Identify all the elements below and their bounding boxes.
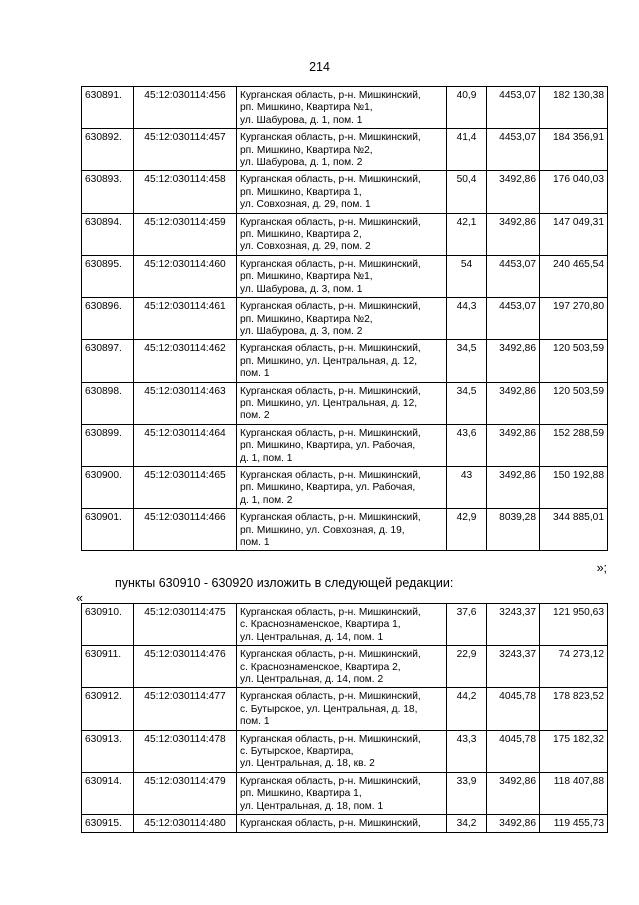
address-line: Курганская область, р-н. Мишкинский, [240,818,421,830]
address-line: Курганская область, р-н. Мишкинский, [240,174,421,186]
address-line: Курганская область, р-н. Мишкинский, [240,607,421,618]
address-cell [237,466,447,508]
item-number-cell: 630913. [82,730,134,772]
cadastral-value-cell: 176 040,03 [540,171,608,213]
unit-price-cell: 4453,07 [487,87,540,129]
address-line: Курганская область, р-н. Мишкинский, [240,469,421,481]
table-row [82,815,608,832]
page-number: 214 [309,60,330,74]
address-line: с. Бутырское, Квартира, [240,746,354,758]
cadastral-value-cell: 178 823,52 [540,688,608,730]
unit-price-cell: 8039,28 [487,509,540,551]
address-line: пом. 1 [240,716,270,728]
cadastral-value-cell: 197 270,80 [540,298,608,340]
area-cell: 43,3 [447,730,487,772]
address-line: Курганская область, р-н. Мишкинский, [240,649,421,661]
address-cell [237,255,447,297]
address-line: с. Краснознаменское, Квартира 2, [240,661,401,673]
table-row [82,171,608,213]
cadastral-number-cell: 45:12:030114:462 [134,340,237,382]
cadastral-number-cell: 45:12:030114:478 [134,730,237,772]
item-number-cell: 630894. [82,213,134,255]
item-number-cell: 630911. [82,646,134,688]
table-row [82,604,608,646]
cadastral-value-cell: 150 192,88 [540,466,608,508]
unit-price-cell: 3243,37 [487,646,540,688]
item-number-cell: 630897. [82,340,134,382]
unit-price-cell: 3492,86 [487,466,540,508]
property-table-2 [81,603,608,833]
unit-price-cell: 3243,37 [487,604,540,646]
table-row [82,466,608,508]
address-cell [237,213,447,255]
address-line: ул. Шабурова, д. 1, пом. 2 [240,157,363,169]
address-line: ул. Центральная, д. 14, пом. 1 [240,631,384,643]
property-table-1-body [82,87,608,551]
address-line: рп. Мишкино, ул. Совхозная, д. 19, [240,524,405,536]
address-cell [237,298,447,340]
address-line: Курганская область, р-н. Мишкинский, [240,691,421,703]
table-row [82,730,608,772]
address-line: Курганская область, р-н. Мишкинский, [240,216,421,228]
item-number-cell: 630896. [82,298,134,340]
address-line: пом. 1 [240,537,270,548]
area-cell: 34,2 [447,815,487,832]
cadastral-value-cell: 344 885,01 [540,509,608,551]
item-number-cell: 630914. [82,772,134,814]
property-table-2-body [82,604,608,833]
address-cell [237,87,447,129]
area-cell: 44,3 [447,298,487,340]
item-number-cell: 630898. [82,382,134,424]
unit-price-cell: 4045,78 [487,688,540,730]
address-line: ул. Шабурова, д. 3, пом. 1 [240,283,363,295]
address-cell [237,772,447,814]
address-cell [237,604,447,646]
area-cell: 42,1 [447,213,487,255]
address-cell [237,730,447,772]
address-cell [237,646,447,688]
address-line: пом. 1 [240,368,270,380]
unit-price-cell: 3492,86 [487,171,540,213]
item-number-cell: 630893. [82,171,134,213]
address-cell [237,382,447,424]
cadastral-value-cell: 120 503,59 [540,340,608,382]
cadastral-number-cell: 45:12:030114:479 [134,772,237,814]
unit-price-cell: 4045,78 [487,730,540,772]
cadastral-value-cell: 175 182,32 [540,730,608,772]
amendment-instruction: пункты 630910 - 630920 изложить в следующей редакции: [115,576,454,590]
address-line: д. 1, пом. 1 [240,452,293,464]
item-number-cell: 630901. [82,509,134,551]
unit-price-cell: 3492,86 [487,772,540,814]
address-line: ул. Шабурова, д. 1, пом. 1 [240,114,363,126]
address-cell [237,509,447,551]
address-line: рп. Мишкино, Квартира 1, [240,788,362,800]
table-row [82,213,608,255]
area-cell: 42,9 [447,509,487,551]
area-cell: 43,6 [447,424,487,466]
unit-price-cell: 3492,86 [487,424,540,466]
address-line: Курганская область, р-н. Мишкинский, [240,427,421,439]
table-row [82,772,608,814]
unit-price-cell: 4453,07 [487,298,540,340]
address-line: д. 1, пом. 2 [240,494,293,506]
table-row [82,688,608,730]
address-line: Курганская область, р-н. Мишкинский, [240,775,421,787]
unit-price-cell: 4453,07 [487,255,540,297]
address-cell [237,171,447,213]
cadastral-value-cell: 182 130,38 [540,87,608,129]
area-cell: 41,4 [447,129,487,171]
cadastral-value-cell: 118 407,88 [540,772,608,814]
cadastral-number-cell: 45:12:030114:464 [134,424,237,466]
cadastral-number-cell: 45:12:030114:466 [134,509,237,551]
address-line: Курганская область, р-н. Мишкинский, [240,301,421,313]
address-cell [237,129,447,171]
area-cell: 40,9 [447,87,487,129]
cadastral-value-cell: 119 455,73 [540,815,608,832]
item-number-cell: 630891. [82,87,134,129]
cadastral-value-cell: 121 950,63 [540,604,608,646]
address-line: ул. Центральная, д. 18, пом. 1 [240,800,384,812]
table-row [82,382,608,424]
unit-price-cell: 3492,86 [487,382,540,424]
address-line: рп. Мишкино, Квартира №1, [240,271,373,283]
address-line: рп. Мишкино, Квартира №1, [240,102,373,114]
address-line: Курганская область, р-н. Мишкинский, [240,258,421,270]
unit-price-cell: 3492,86 [487,340,540,382]
address-line: Курганская область, р-н. Мишкинский, [240,132,421,144]
cadastral-value-cell: 184 356,91 [540,129,608,171]
address-line: рп. Мишкино, Квартира №2, [240,313,373,325]
area-cell: 34,5 [447,340,487,382]
address-line: ул. Шабурова, д. 3, пом. 2 [240,325,363,337]
cadastral-number-cell: 45:12:030114:461 [134,298,237,340]
address-line: рп. Мишкино, ул. Центральная, д. 12, [240,355,418,367]
item-number-cell: 630915. [82,815,134,832]
address-line: рп. Мишкино, Квартира 1, [240,186,362,198]
cadastral-value-cell: 152 288,59 [540,424,608,466]
cadastral-number-cell: 45:12:030114:460 [134,255,237,297]
address-cell [237,340,447,382]
cadastral-number-cell: 45:12:030114:458 [134,171,237,213]
unit-price-cell: 3492,86 [487,213,540,255]
item-number-cell: 630912. [82,688,134,730]
address-line: рп. Мишкино, Квартира 2, [240,229,362,241]
closing-quote: »; [596,561,607,575]
table-row [82,255,608,297]
address-cell [237,424,447,466]
address-line: Курганская область, р-н. Мишкинский, [240,343,421,355]
item-number-cell: 630900. [82,466,134,508]
address-line: рп. Мишкино, Квартира, ул. Рабочая, [240,440,416,452]
property-table-1 [81,86,608,551]
item-number-cell: 630899. [82,424,134,466]
area-cell: 33,9 [447,772,487,814]
address-line: Курганская область, р-н. Мишкинский, [240,733,421,745]
table-row [82,298,608,340]
area-cell: 44,2 [447,688,487,730]
address-cell [237,688,447,730]
address-line: с. Бутырское, ул. Центральная, д. 18, [240,703,418,715]
area-cell: 37,6 [447,604,487,646]
area-cell: 50,4 [447,171,487,213]
cadastral-number-cell: 45:12:030114:476 [134,646,237,688]
address-line: ул. Центральная, д. 18, кв. 2 [240,758,375,770]
cadastral-number-cell: 45:12:030114:457 [134,129,237,171]
address-line: Курганская область, р-н. Мишкинский, [240,512,421,524]
address-cell [237,815,447,832]
table-row [82,129,608,171]
address-line: ул. Совхозная, д. 29, пом. 2 [240,241,371,253]
cadastral-number-cell: 45:12:030114:475 [134,604,237,646]
cadastral-number-cell: 45:12:030114:465 [134,466,237,508]
cadastral-number-cell: 45:12:030114:480 [134,815,237,832]
address-line: Курганская область, р-н. Мишкинский, [240,90,421,101]
item-number-cell: 630910. [82,604,134,646]
cadastral-value-cell: 240 465,54 [540,255,608,297]
cadastral-value-cell: 74 273,12 [540,646,608,688]
table-row [82,424,608,466]
address-line: рп. Мишкино, ул. Центральная, д. 12, [240,397,418,409]
address-line: Курганская область, р-н. Мишкинский, [240,385,421,397]
address-line: с. Краснознаменское, Квартира 1, [240,619,401,631]
cadastral-number-cell: 45:12:030114:477 [134,688,237,730]
table-row [82,509,608,551]
table-row [82,646,608,688]
address-line: пом. 2 [240,410,270,422]
unit-price-cell: 4453,07 [487,129,540,171]
address-line: рп. Мишкино, Квартира, ул. Рабочая, [240,482,416,494]
address-line: рп. Мишкино, Квартира №2, [240,144,373,156]
unit-price-cell: 3492,86 [487,815,540,832]
cadastral-number-cell: 45:12:030114:456 [134,87,237,129]
area-cell: 43 [447,466,487,508]
cadastral-number-cell: 45:12:030114:463 [134,382,237,424]
item-number-cell: 630892. [82,129,134,171]
address-line: ул. Центральная, д. 14, пом. 2 [240,674,384,686]
cadastral-value-cell: 147 049,31 [540,213,608,255]
table-row [82,340,608,382]
table-row [82,87,608,129]
address-line: ул. Совхозная, д. 29, пом. 1 [240,199,371,211]
cadastral-number-cell: 45:12:030114:459 [134,213,237,255]
item-number-cell: 630895. [82,255,134,297]
area-cell: 34,5 [447,382,487,424]
area-cell: 22,9 [447,646,487,688]
area-cell: 54 [447,255,487,297]
opening-quote: « [76,591,83,605]
cadastral-value-cell: 120 503,59 [540,382,608,424]
